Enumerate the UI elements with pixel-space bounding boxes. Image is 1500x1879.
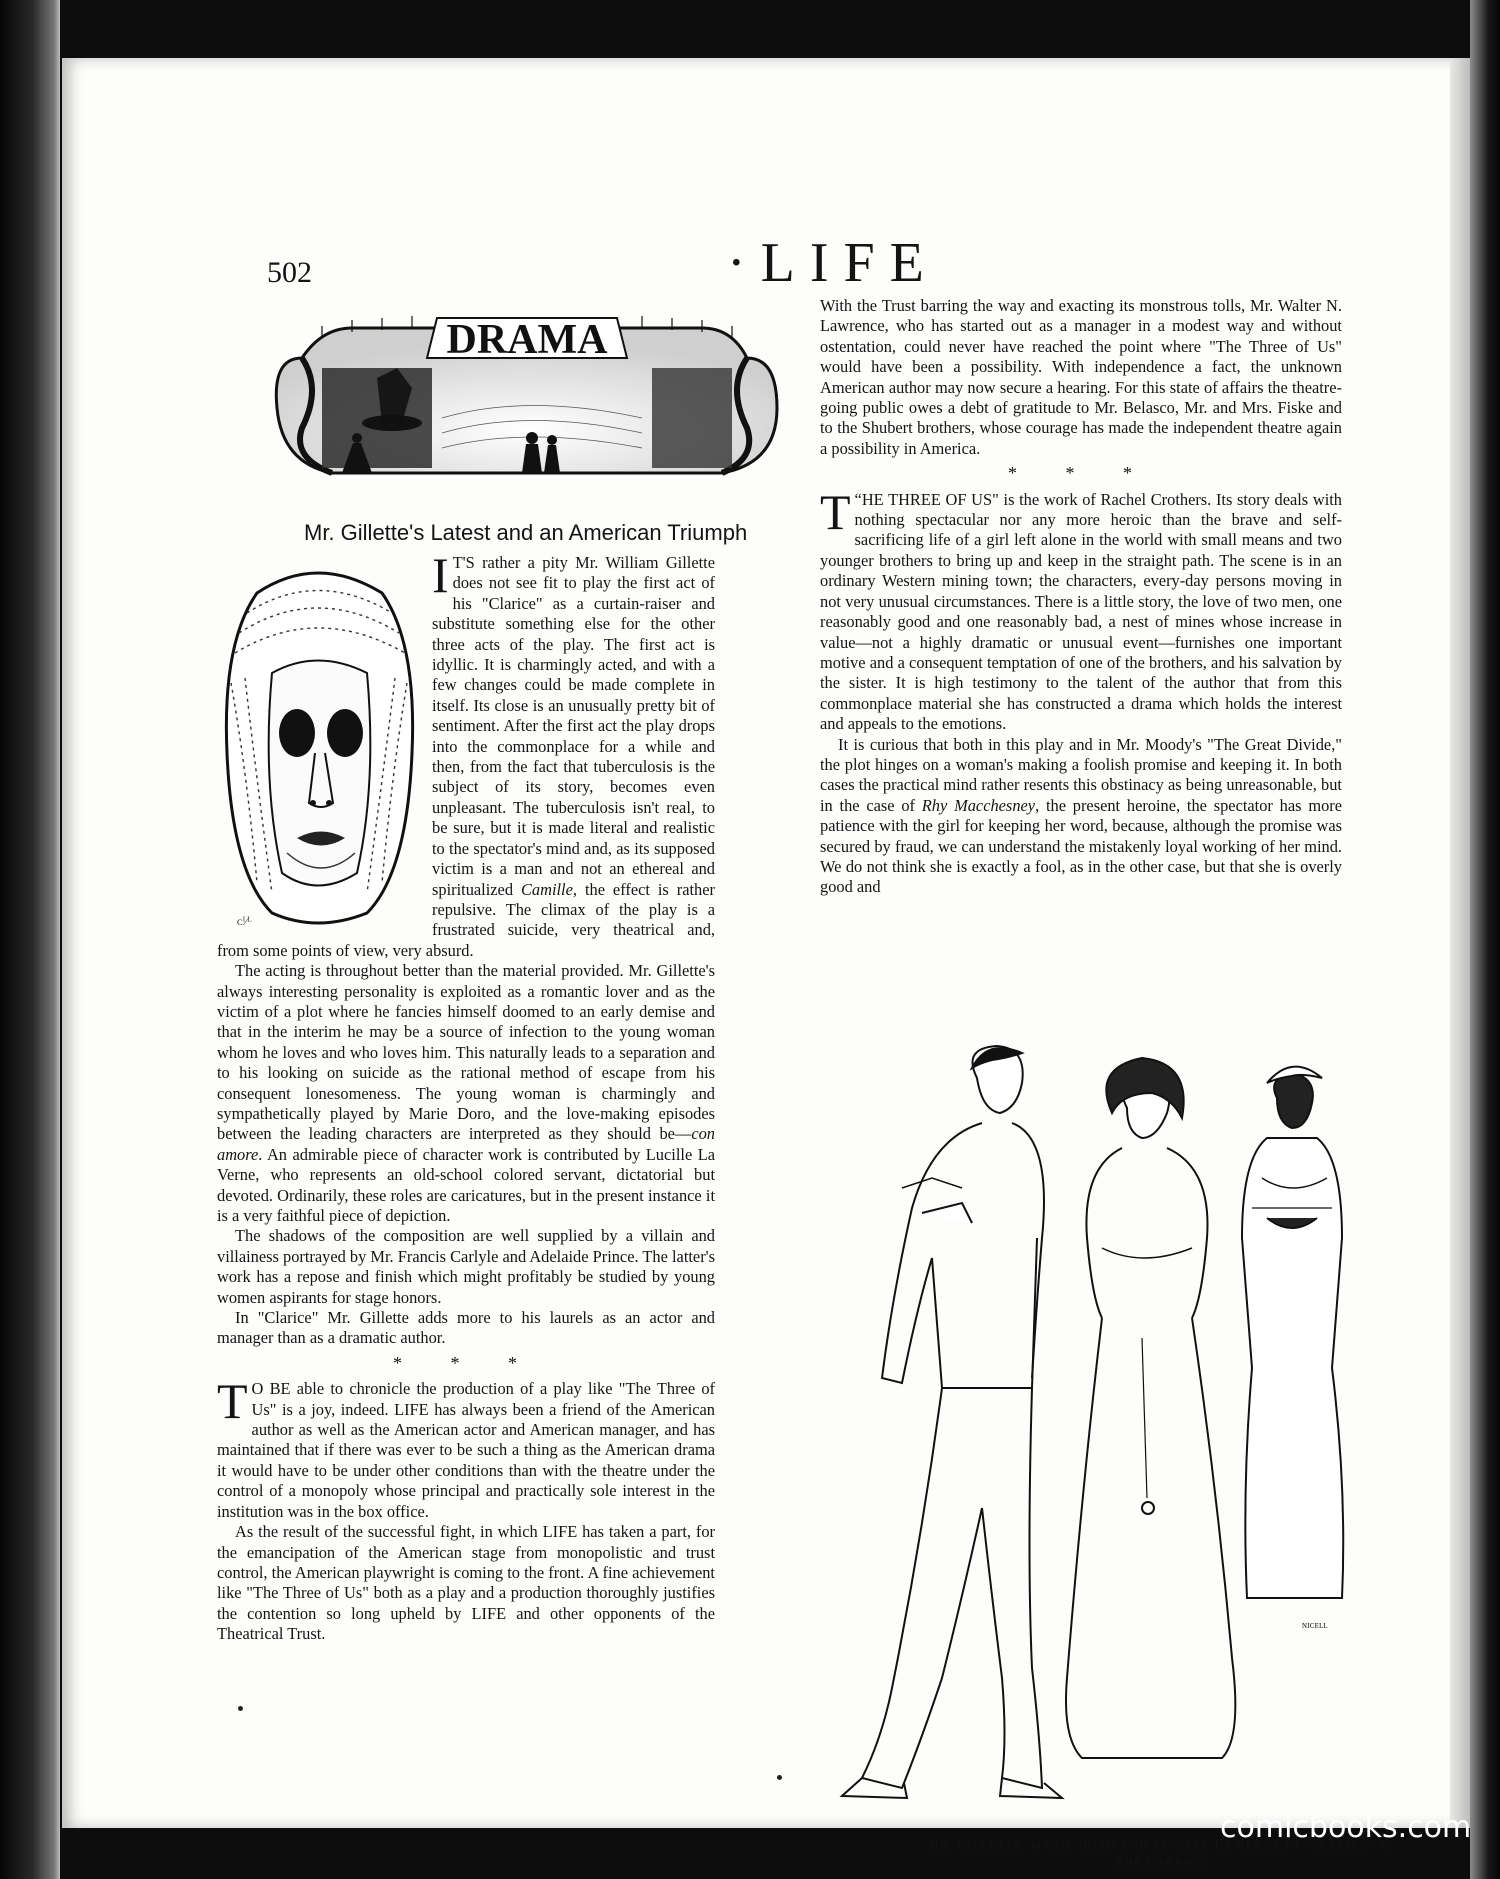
svg-text:ɴɪᴄᴇʟʟ: ɴɪᴄᴇʟʟ (1302, 1620, 1328, 1631)
paragraph-2-end: . An admirable piece of character work is contributed by Lucille La Verne, who represents an old-school colored servant, dictatorial but devoted. Ordinarily, these roles are caricatures, but in the present instance it is a very faithful piece of depiction. (217, 1144, 715, 1225)
paragraph-2-italic: con amore (217, 1124, 715, 1164)
facing-page-edge (1450, 58, 1470, 1828)
right-section-separator: * * * (1008, 463, 1154, 484)
clarice-cast-illustration (822, 1038, 1422, 1818)
caption-line-2: THE GARRICK (1116, 1857, 1208, 1869)
scan-speck (238, 1706, 243, 1711)
right-paragraph-1: With the Trust barring the way and exacting its monstrous tolls, Mr. Walter N. Lawrence, who has started out as a manager in a modest way and without ostentation, could never have reached the point where "The Three of Us" would have been a possibility. With independence a fact, the unknown American author may now secure a hearing. For this state of affairs the theatre-going public owes a debt of gratitude to Mr. Belasco, Mr. and Mrs. Fiske and to the Shubert brothers, whose courage has made the independent theatre again a possibility in America. (820, 296, 1342, 458)
theatre-mask-illustration (217, 553, 422, 933)
section-separator: * * * (393, 1352, 539, 1373)
right-paragraph-3-italic: Rhy Macchesney (921, 795, 1036, 815)
left-column (217, 547, 715, 1645)
right-paragraph-3-end: , the present heroine, the spectator has more patience with the girl for keeping her word, because, although the promise was secured by fraud, we can understand the mistakenly loyal working of her mind. We do not think she is exactly a fool, as in the other case, but that she is overly good and (820, 795, 1342, 897)
paragraph-1-end: , the effect is rather repulsive. The climax of the play is a frustrated suicide, very theatrical and, from some points of view, very absurd. (217, 879, 715, 960)
drama-banner-title: DRAMA (446, 317, 608, 363)
magazine-page (62, 58, 1470, 1869)
paragraph-6: As the result of the successful fight, in which LIFE has taken a part, for the emancipation of the American stage from monopolistic and trust control, the American playwright is coming to the front. A fine achievement like "The Three of Us" both as a play and a production thoroughly justifies the contention so long upheld by LIFE and other opponents of the Theatrical Trust. (217, 1522, 715, 1644)
drop-cap-i: I (432, 547, 449, 603)
drama-banner-illustration (262, 298, 792, 498)
paragraph-2: The acting is throughout better than the material provided. Mr. Gillette's always interesting personality is exploited as a romantic lover and as the victim of a plot where he fancies himself doomed to an early demise and that in the interim he may be a source of infection to the young woman whom he loves and who loves him. This naturally leads to a separation and to his looking on suicide as the rational method of escape from his consequent lonesomeness. The young woman is charmingly and sympathetically played by Marie Doro, and the love-making episodes between the leading characters are interpreted as they should be— (217, 961, 715, 1144)
drop-cap-t: T (217, 1373, 248, 1430)
right-paragraph-2: HE THREE OF US" is the work of Rachel Crothers. Its story deals with nothing spectacular nor any more heroic than the brave and self-sacrificing life of a girl left alone in the world with small means and two younger brothers to bring up and keep in the straight path. The scene is in an ordinary Western mining town; the characters, every-day persons moving in not very unusual circumstances. There is a little story, the love of two men, one reasonably good and one reasonably bad, a nest of mines whose increase in value—not a highly dramatic or unusual event—furnishes one important motive and a consequent temptation of one of the brothers, and his salvation by the sister. It is high testimony to the talent of the author that from this commonplace material she has constructed a drama which holds the interest and appeals to the emotions. (820, 489, 1342, 734)
right-column: With the Trust barring the way and exacting its monstrous tolls, Mr. Walter N. Lawrence, who has started out as a manager in a modest way and without ostentation, could never have reached the point where "The Three of Us" would have been a possibility. With independence a fact, the unknown American author may now secure a hearing. For this state of affairs the theatre-going public owes a debt of gratitude to Mr. Belasco, Mr. and Mrs. Fiske and to the Shubert brothers, whose courage has made the independent theatre again a possibility in America. * * * “ T HE THREE OF US" is the work of Rachel Crothers. Its story deals with nothing spectacular nor any more heroic than the brave and self-sacrificing life of a girl left alone in the world with small means and two younger brothers to bring up and keep in the straight path. The scene is in an ordinary Western mining town; the characters, every-day persons moving in not very unusual circumstances. There is a little story, the love of two men, one reasonably good and one reasonably bad, a nest of mines whose increase in value—not a highly dramatic or unusual event—furnishes one important motive and a consequent temptation of one of the brothers, and his salvation by the sister. It is high testimony to the talent of the author that from this commonplace material she has constructed a drama which holds the interest and appeals to the emotions. It is curious that both in this play and in Mr. Moody's "The Great Divide," the plot hinges on a woman's making a foolish promise and keeping it. In both cases the practical mind rather resents this obstinacy as being unreasonable, but in the case of Rhy Macchesney, the present heroine, the spectator has more patience with the girl for keeping her word, because, although the promise was secured by fraud, we can understand the mistakenly loyal working of her mind. We do not think she is exactly a fool, as in the other case, but that she is overly good and (820, 296, 1342, 897)
right-paragraph-3: It is curious that both in this play and in Mr. Moody's "The Great Divide," the plot hinges on a woman's making a foolish promise and keeping it. In both cases the practical mind rather resents this obstinacy as being unreasonable, but in the case of (820, 734, 1342, 815)
paragraph-1: T'S rather a pity Mr. William Gillette does not see fit to play the first act of his "Clarice" as a curtain-raiser and substitute something else for the other three acts of the play. The first act is idyllic. It is charmingly acted, and with a few changes could be made complete in itself. Its close is an unusually pretty bit of sentiment. After the first act the play drops into the commonplace for a while and then, from the fact that tuberculosis is the subject of its story, becomes even unpleasant. The tuberculosis isn't real, to be sure, but it is made literal and realistic to the spectator's mind and, as its supposed victim is a man and not an ethereal and spiritualized (432, 553, 715, 899)
paragraph-4: In "Clarice" Mr. Gillette adds more to his laurels as an actor and manager than as a dramatic author. (217, 1308, 715, 1348)
paragraph-5: O BE able to chronicle the production of a play like "The Three of Us" is a joy, indeed. LIFE has always been a friend of the American author as well as the American actor and American manager, and has maintained that if there was ever to be such a thing as the American drama it would have to be under other conditions than with the theatre under the control of a monopoly whose principal and practically sole interest in the institution was in the box office. (217, 1379, 715, 1521)
svg-text:ᴄᴵ⁄ᴸ: ᴄᴵ⁄ᴸ (237, 914, 252, 928)
page-number: 502 (267, 256, 312, 289)
paragraph-1-italic: Camille (520, 879, 573, 899)
scan-edge-left (0, 0, 60, 1879)
article-title: Mr. Gillette's Latest and an American Triumph (304, 520, 748, 545)
site-watermark: comicbooks.com (1220, 1810, 1472, 1845)
paragraph-3: The shadows of the composition are well supplied by a villain and villainess portrayed by Mr. Francis Carlyle and Adelaide Prince. The latter's work has a repose and finish which might profitably be studied by young women aspirants for stage honors. (217, 1226, 715, 1307)
magazine-title: ·LIFE (727, 232, 939, 294)
drop-cap-t-right: T (820, 483, 851, 540)
caption-line-1: MR. GILLETTE, MARIE DORO AND LUCILLE LA VERNE IN "CLARICE" AT (928, 1840, 1396, 1852)
scan-edge-right (1470, 0, 1500, 1879)
scan-speck (777, 1775, 782, 1780)
